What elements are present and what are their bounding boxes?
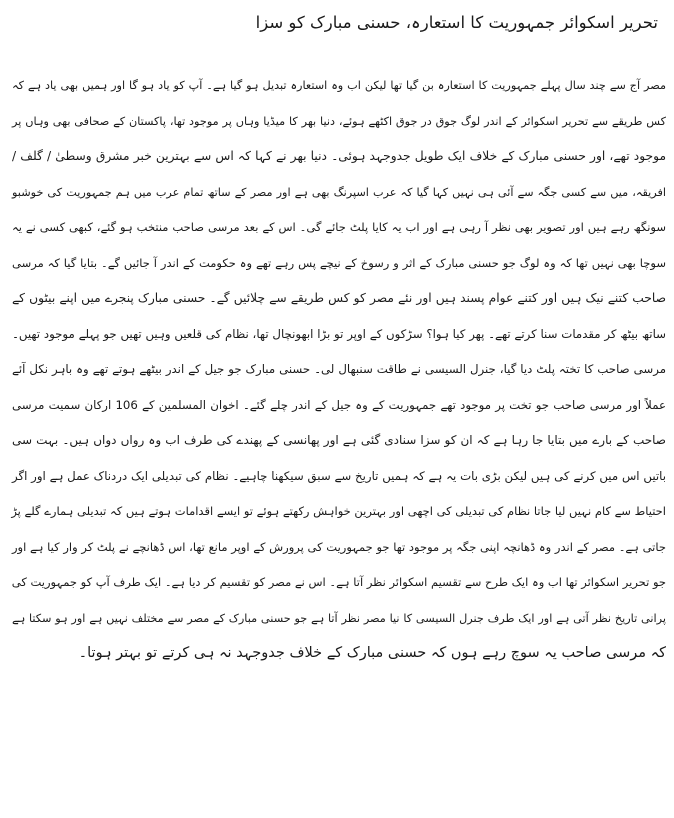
body-line: مصر آج سے چند سال پہلے جمہوریت کا استعارہ بن گیا تھا لیکن اب وہ استعارہ تبدیل ہو گیا ہے۔ آپ کو یاد ہو گا اور ہمیں بھی یاد ہے کہ (12, 79, 666, 92)
body-line: پرانی تاریخ نظر آتی ہے اور ایک طرف جنرل السیسی کا نیا مصر نظر آتا ہے جو حسنی مبارک کے مصر سے مختلف نہیں ہے اور ہو سکتا ہے (12, 611, 666, 625)
body-line: مرسی صاحب کا تختہ پلٹ دیا گیا، جنرل السیسی نے طاقت سنبھال لی۔ حسنی مبارک جو جیل کے اندر بیٹھے ہوتے تھے وہ باہر نکل آئے (12, 362, 666, 376)
body-line: عملاً اور مرسی صاحب جو تخت پر موجود تھے جمہوریت کے وہ جیل کے اندر چلے گئے۔ اخوان المسلمین کے 106 ارکان سمیت مرسی (12, 397, 666, 412)
body-line: سوچا بھی نہیں تھا کہ وہ لوگ جو حسنی مبارک کے اثر و رسوخ کے نیچے پس رہے تھے وہ حکومت کے اندر آ جائیں گے۔ بتایا گیا کہ مرسی (12, 255, 666, 270)
article (8, 8, 666, 672)
body-line: احتیاط سے کام نہیں لیا جاتا نظام کی تبدیلی کی اچھی اور بہترین خواہش رکھتے ہوئے تو ایسے اقدامات ہوتے ہیں کہ تبدیلی ہمارے گلے پڑ (11, 504, 666, 518)
body-line: موجود تھے، اور حسنی مبارک کے خلاف ایک طویل جدوجہد ہوئی۔ دنیا بھر نے کہا کہ اس سے بہترین خبر مشرق وسطیٰ / گلف / (12, 149, 666, 163)
article-body (8, 68, 666, 672)
body-line: صاحب کتنے نیک ہیں اور کتنے عوام پسند ہیں اور نئے مصر کو کس طریقے سے چلائیں گے۔ حسنی مبارک پنجرے میں اپنے بیٹوں کے (12, 291, 666, 305)
body-line: صاحب کے بارے میں بتایا جا رہا ہے کہ ان کو سزا سنادی گئی ہے اور پھانسی کے پھندے کی طرف اب وہ رواں دواں ہیں۔ بہت سی (12, 433, 666, 447)
body-line: کہ مرسی صاحب یہ سوچ رہے ہوں کہ حسنی مبارک کے خلاف جدوجہد نہ ہی کرتے تو بہتر ہوتا۔ (78, 645, 666, 661)
body-line: جاتی ہے۔ مصر کے اندر وہ ڈھانچہ اپنی جگہ پر موجود تھا جو جمہوریت کی پرورش کے اوپر مانع تھا، اس ڈھانچے نے پلٹ کر وار کیا ہے اور (12, 539, 666, 554)
article-title: تحریر اسکوائر جمہوریت کا استعارہ، حسنی مبارک کو سزا (255, 13, 658, 32)
body-line: سونگھ رہے ہیں اور تصویر بھی نظر آ رہی ہے اور اب یہ کایا پلٹ جائے گی۔ اس کے بعد مرسی صاحب منتخب ہو گئے، کبھی کسی نے یہ (12, 220, 666, 234)
body-line: جو تحریر اسکوائر تھا اب وہ ایک طرح سے تقسیم اسکوائر نظر آتا ہے۔ اس نے مصر کو تقسیم کر دیا ہے۔ ایک طرف آپ کو جمہوریت کی (11, 575, 666, 589)
body-line: کس طریقے سے تحریر اسکوائر کے اندر لوگ جوق در جوق اکٹھے ہوئے، دنیا بھر کا میڈیا وہاں پر موجود تھا، پاکستان کے صحافی بھی وہاں پر (12, 114, 666, 128)
body-line: ساتھ بیٹھ کر مقدمات سنا کرتے تھے۔ پھر کیا ہوا؟ سڑکوں کے اوپر تو بڑا ابھونچال تھا، نظام کی قلعیں وہیں تھیں جو پہلے موجود تھیں۔ (12, 326, 666, 341)
body-line: باتیں اس میں کرنے کی ہیں لیکن بڑی بات یہ ہے کہ ہمیں تاریخ سے سبق سیکھنا چاہیے۔ نظام کی تبدیلی ایک دردناک عمل ہے اور اگر (12, 468, 666, 483)
body-line: افریقہ، میں سے کسی جگہ سے آئی ہی نہیں کہا گیا کہ عرب اسپرنگ بھی ہے اور مصر کے ساتھ تمام عرب میں ہم جمہوریت کی خوشبو (12, 185, 666, 199)
